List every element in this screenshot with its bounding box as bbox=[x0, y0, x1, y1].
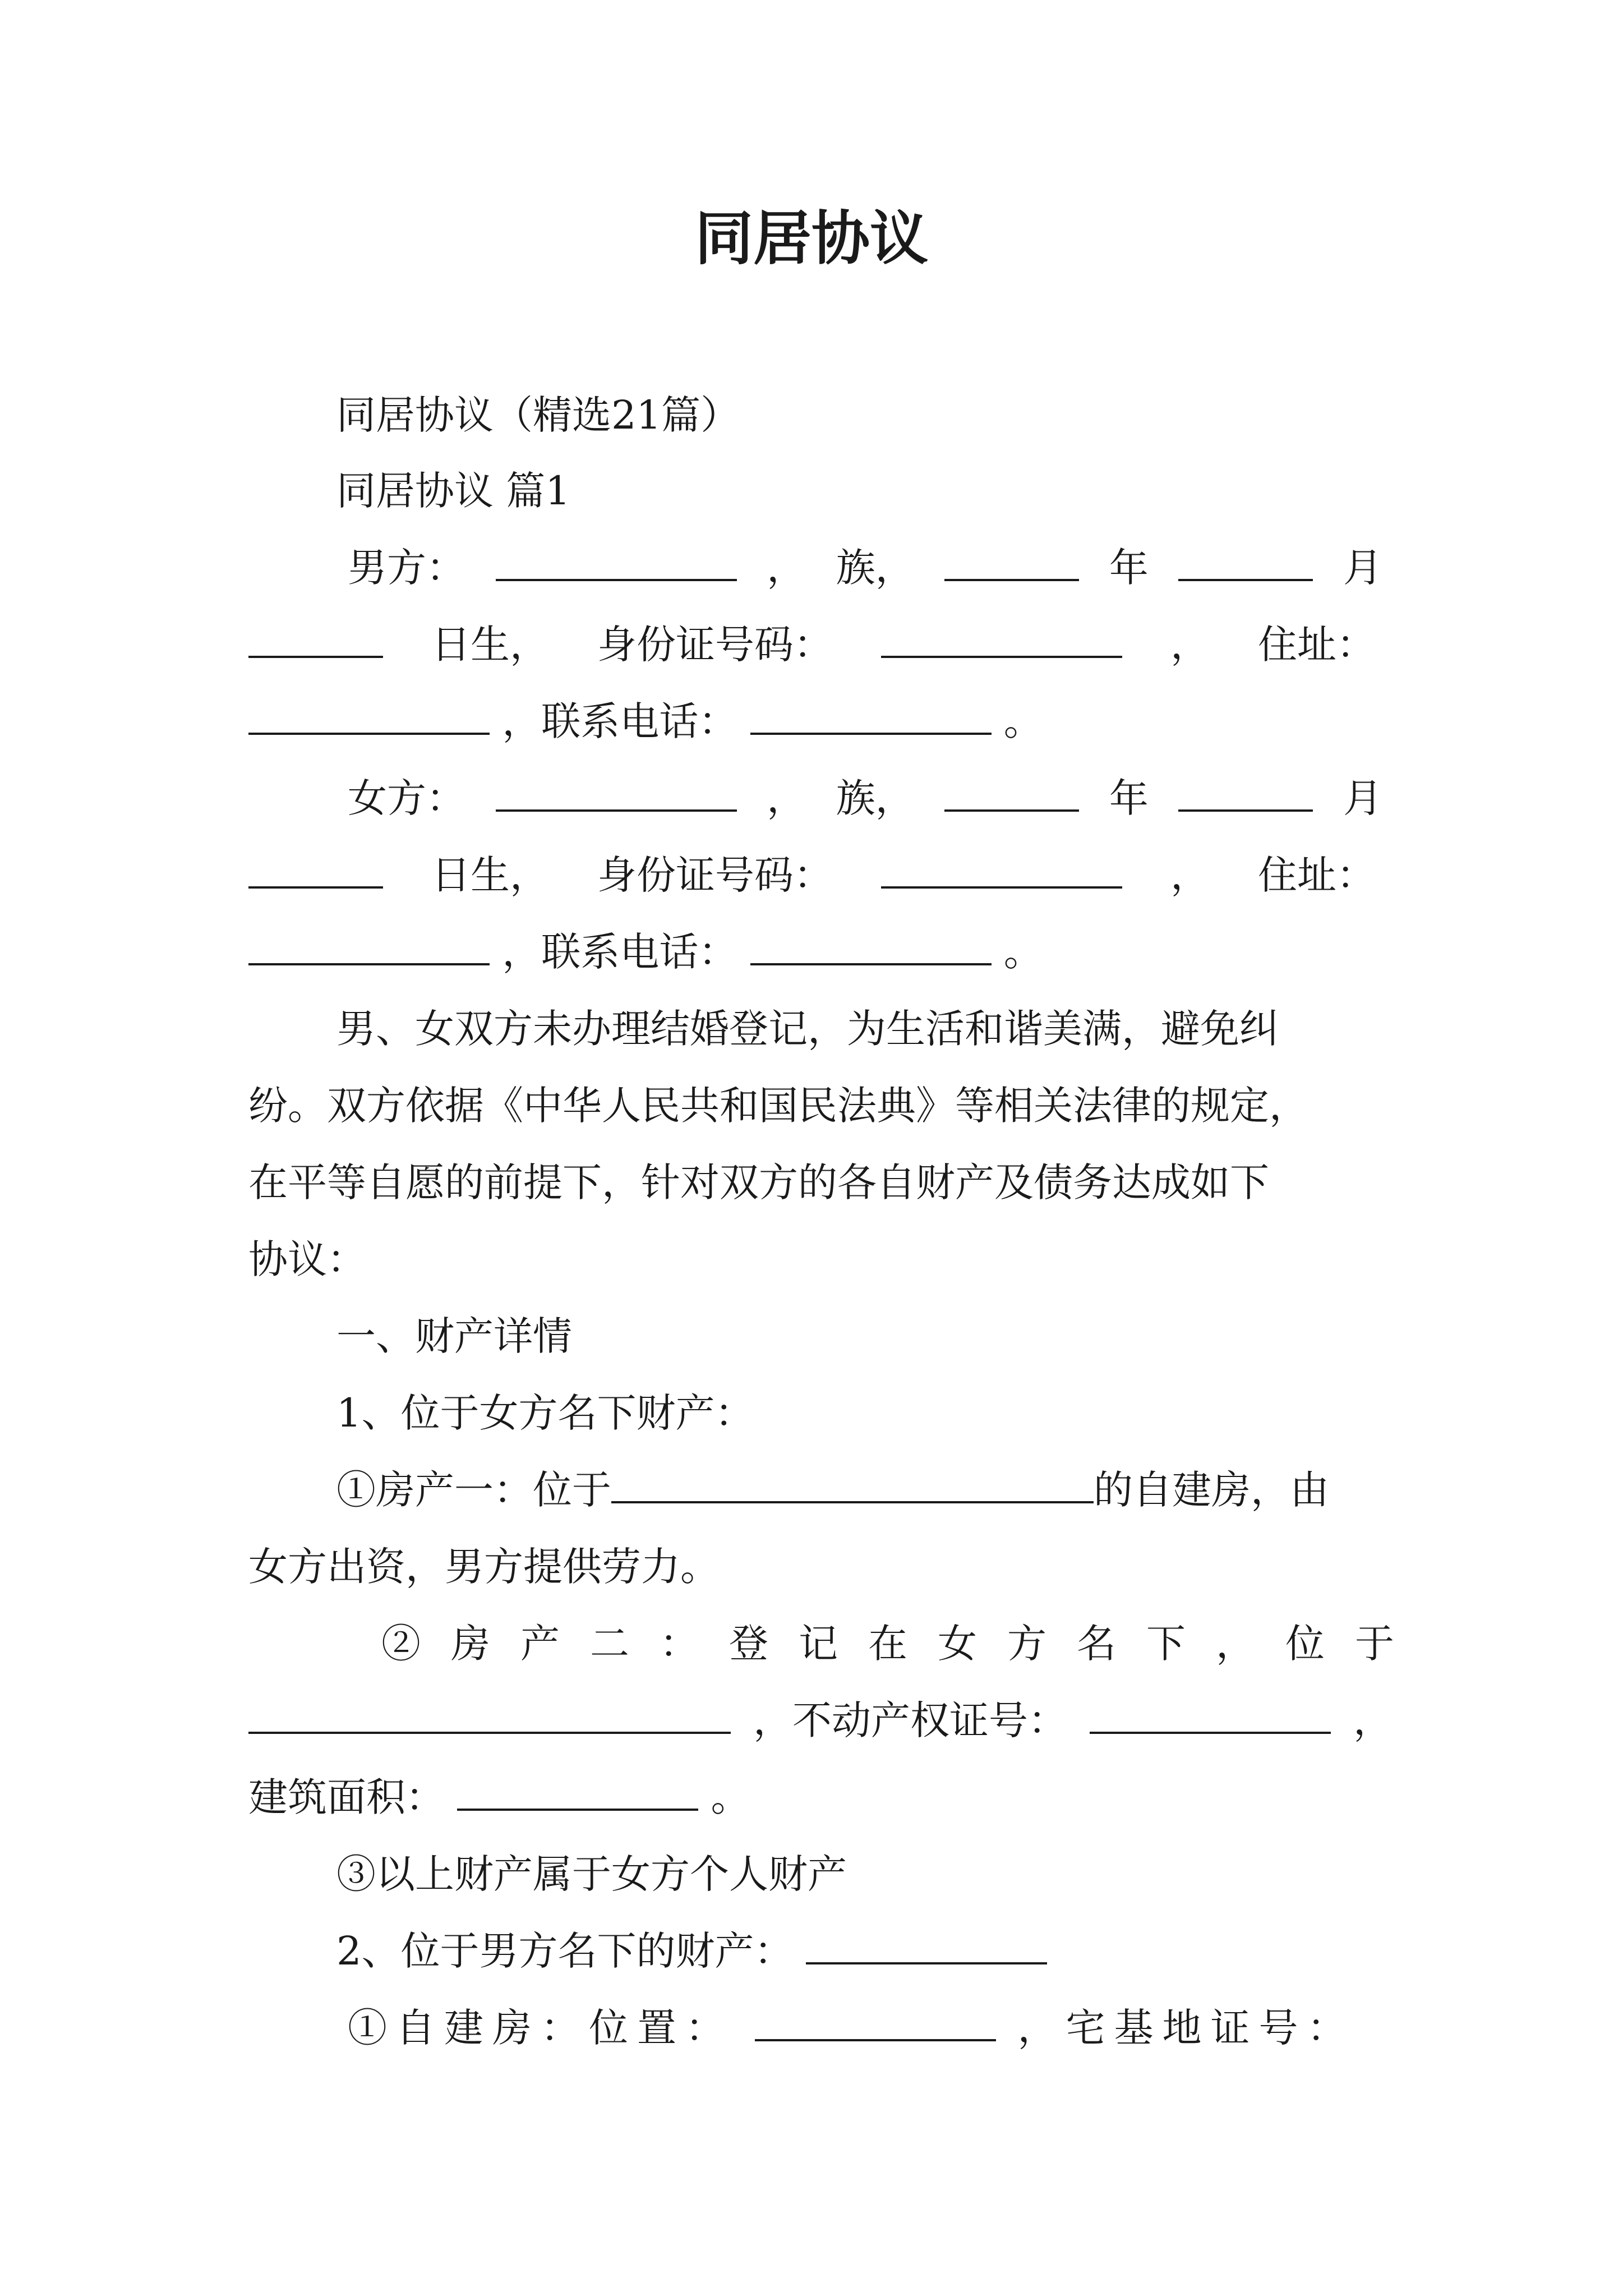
female-id-label: 身份证号码： bbox=[597, 852, 833, 898]
house-two-comma: ， bbox=[1353, 1697, 1393, 1743]
male-address-blank[interactable] bbox=[248, 698, 490, 735]
female-period: 。 bbox=[1003, 929, 1043, 975]
female-address-label: 住址： bbox=[1258, 852, 1376, 898]
house-two-line-1: ②房产二：登记在女方名下，位于 bbox=[381, 1621, 1424, 1667]
female-birth-month-blank[interactable] bbox=[1178, 775, 1313, 812]
male-phone-blank[interactable] bbox=[750, 698, 992, 735]
male-address-label: 住址： bbox=[1258, 622, 1376, 668]
self-built-suffix: ，宅基地证号： bbox=[1017, 2005, 1355, 2051]
male-birth-day-label: 日生， bbox=[431, 622, 549, 668]
male-line-1 bbox=[348, 540, 1382, 596]
section-one-heading: 一、财产详情 bbox=[336, 1313, 572, 1359]
subtitle: 同居协议（精选21篇） bbox=[336, 392, 740, 438]
house-one-prefix: ①房产一：位于 bbox=[336, 1467, 611, 1513]
house-one-line-2: 女方出资，男方提供劳力。 bbox=[248, 1544, 720, 1590]
male-birth-month-blank[interactable] bbox=[1178, 544, 1313, 581]
intro-line-4: 协议： bbox=[248, 1236, 366, 1282]
female-line-1 bbox=[348, 770, 1382, 826]
female-comma: ， bbox=[767, 775, 806, 821]
female-id-blank[interactable] bbox=[881, 852, 1122, 889]
male-year-label: 年 bbox=[1109, 545, 1149, 591]
female-comma-3: ， bbox=[502, 929, 542, 975]
female-birth-day-label: 日生， bbox=[431, 852, 549, 898]
house-two-period: 。 bbox=[711, 1774, 750, 1820]
intro-line-3: 在平等自愿的前提下，针对双方的各自财产及债务达成如下 bbox=[248, 1159, 1269, 1205]
male-birth-year-blank[interactable] bbox=[944, 544, 1079, 581]
female-phone-blank[interactable] bbox=[750, 928, 992, 965]
female-address-blank[interactable] bbox=[248, 928, 490, 965]
male-month-label: 月 bbox=[1343, 545, 1382, 591]
male-name-blank[interactable] bbox=[496, 544, 737, 581]
female-label: 女方： bbox=[348, 775, 465, 821]
male-birth-day-blank[interactable] bbox=[248, 621, 383, 658]
house-two-line-3 bbox=[248, 1769, 1376, 1825]
section-heading: 同居协议 篇1 bbox=[336, 468, 570, 514]
female-line-3 bbox=[248, 924, 1376, 980]
male-label: 男方： bbox=[348, 545, 465, 591]
female-phone-label: 联系电话： bbox=[541, 929, 738, 975]
male-line-2 bbox=[248, 616, 1376, 673]
self-built-line bbox=[348, 2000, 1371, 2056]
female-ethnicity-label: 族， bbox=[836, 775, 915, 821]
house-one-line-1 bbox=[336, 1462, 1464, 1518]
female-month-label: 月 bbox=[1343, 775, 1382, 821]
self-built-prefix: ①自建房：位置： bbox=[348, 2005, 734, 2051]
house-two-area-blank[interactable] bbox=[457, 1774, 698, 1811]
female-birth-day-blank[interactable] bbox=[248, 852, 383, 889]
female-line-2 bbox=[248, 847, 1376, 903]
intro-line-2: 纷。双方依据《中华人民共和国民法典》等相关法律的规定， bbox=[248, 1083, 1308, 1129]
item-1: 1、位于女方名下财产： bbox=[336, 1390, 754, 1436]
male-line-3 bbox=[248, 693, 1376, 749]
house-one-suffix: 的自建房，由 bbox=[1094, 1467, 1329, 1513]
female-year-label: 年 bbox=[1109, 775, 1149, 821]
item-2-blank[interactable] bbox=[806, 1927, 1047, 1964]
female-name-blank[interactable] bbox=[496, 775, 737, 812]
house-two-area-label: 建筑面积： bbox=[248, 1774, 445, 1820]
male-id-label: 身份证号码： bbox=[597, 622, 833, 668]
house-one-location-blank[interactable] bbox=[611, 1466, 1094, 1503]
item-2-label: 2、位于男方名下的财产： bbox=[336, 1928, 794, 1974]
house-three: ③以上财产属于女方个人财产 bbox=[336, 1851, 847, 1897]
female-comma-2: ， bbox=[1170, 852, 1210, 898]
house-two-cert-blank[interactable] bbox=[1090, 1697, 1331, 1734]
item-2 bbox=[336, 1923, 1464, 1979]
document-title: 同居协议 bbox=[694, 204, 928, 273]
house-two-line-2 bbox=[248, 1692, 1393, 1749]
house-two-location-blank[interactable] bbox=[248, 1697, 731, 1734]
male-comma: ， bbox=[767, 545, 806, 591]
male-ethnicity-label: 族， bbox=[836, 545, 915, 591]
male-comma-3: ， bbox=[502, 698, 542, 744]
male-comma-2: ， bbox=[1170, 622, 1210, 668]
self-built-location-blank[interactable] bbox=[755, 2004, 996, 2041]
female-birth-year-blank[interactable] bbox=[944, 775, 1079, 812]
male-period: 。 bbox=[1003, 698, 1043, 744]
male-id-blank[interactable] bbox=[881, 621, 1122, 658]
house-two-cert-label: ，不动产权证号： bbox=[753, 1697, 1067, 1743]
male-phone-label: 联系电话： bbox=[541, 698, 738, 744]
intro-line-1: 男、女双方未办理结婚登记，为生活和谐美满，避免纠 bbox=[336, 1006, 1279, 1052]
